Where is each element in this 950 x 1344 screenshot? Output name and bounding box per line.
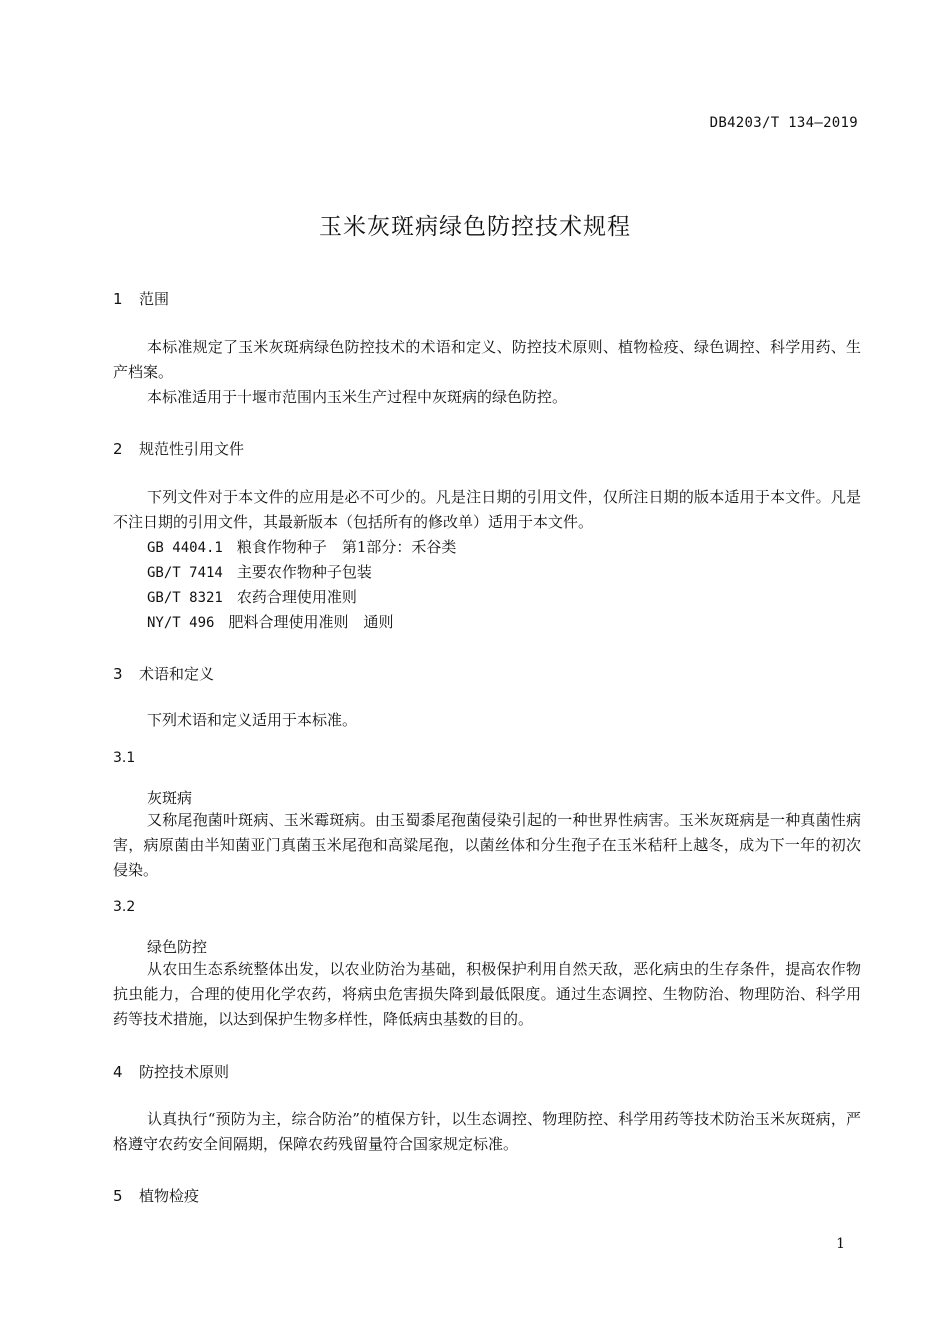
section-number: 3 [113, 665, 123, 683]
section-heading-scope [113, 288, 169, 309]
section-title: 植物检疫 [139, 1187, 200, 1205]
reference-code: GB/T 8321 [147, 590, 223, 606]
section-title: 规范性引用文件 [139, 440, 245, 458]
references-intro-paragraph: 下列文件对于本文件的应用是必不可少的。凡是注日期的引用文件，仅所注日期的版本适用于本文件。凡是不注日期的引用文件，其最新版本（包括所有的修改单）适用于本文件。 [113, 488, 861, 531]
section-heading-plant-quarantine [113, 1185, 199, 1206]
reference-item [147, 610, 393, 636]
term-number: 3.1 [113, 750, 136, 766]
term-definition: 从农田生态系统整体出发，以农业防治为基础，积极保护利用自然天敌，恶化病虫的生存条件，提高农作物抗虫能力，合理的使用化学农药，将病虫危害损失降到最低限度。通过生态调控、生物防治、物理防治、科学用药等技术措施，以达到保护生物多样性，降低病虫基数的目的。 [113, 960, 861, 1028]
term-number: 3.2 [113, 899, 136, 915]
page-number: 1 [836, 1236, 845, 1252]
document-code: DB4203/T 134—2019 [709, 115, 858, 131]
scope-paragraph-1: 本标准规定了玉米灰斑病绿色防控技术的术语和定义、防控技术原则、植物检疫、绿色调控、科学用药、生产档案。 [113, 338, 861, 381]
reference-item [147, 585, 357, 611]
reference-item [147, 560, 372, 586]
reference-name: 粮食作物种子 第1部分：禾谷类 [236, 538, 457, 556]
section-heading-normative-references [113, 438, 244, 459]
section-heading-principles [113, 1061, 229, 1082]
principles-paragraph: 认真执行“预防为主，综合防治”的植保方针，以生态调控、物理防控、科学用药等技术防治玉米灰斑病，严格遵守农药安全间隔期，保障农药残留量符合国家规定标准。 [113, 1110, 861, 1153]
reference-item [147, 535, 456, 561]
reference-name: 肥料合理使用准则 通则 [228, 613, 394, 631]
scope-paragraph-2: 本标准适用于十堰市范围内玉米生产过程中灰斑病的绿色防控。 [147, 388, 568, 406]
section-number: 4 [113, 1063, 123, 1081]
document-title: 玉米灰斑病绿色防控技术规程 [319, 214, 631, 240]
section-title: 防控技术原则 [139, 1063, 230, 1081]
term-definition: 又称尾孢菌叶斑病、玉米霉斑病。由玉蜀黍尾孢菌侵染引起的一种世界性病害。玉米灰斑病是一种真菌性病害，病原菌由半知菌亚门真菌玉米尾孢和高粱尾孢，以菌丝体和分生孢子在玉米秸秆上越冬，成为下一年的初次侵染。 [113, 811, 861, 879]
reference-code: GB 4404.1 [147, 540, 223, 556]
section-number: 1 [113, 290, 123, 308]
section-number: 2 [113, 440, 123, 458]
reference-name: 主要农作物种子包装 [236, 563, 372, 581]
section-title: 范围 [139, 290, 170, 308]
term-name: 绿色防控 [147, 938, 208, 956]
section-title: 术语和定义 [139, 665, 215, 683]
reference-code: NY/T 496 [147, 615, 215, 631]
section-number: 5 [113, 1187, 123, 1205]
section-heading-terms [113, 663, 214, 684]
reference-name: 农药合理使用准则 [236, 588, 357, 606]
reference-code: GB/T 7414 [147, 565, 223, 581]
terms-intro-paragraph: 下列术语和定义适用于本标准。 [147, 711, 358, 729]
term-name: 灰斑病 [147, 789, 193, 807]
